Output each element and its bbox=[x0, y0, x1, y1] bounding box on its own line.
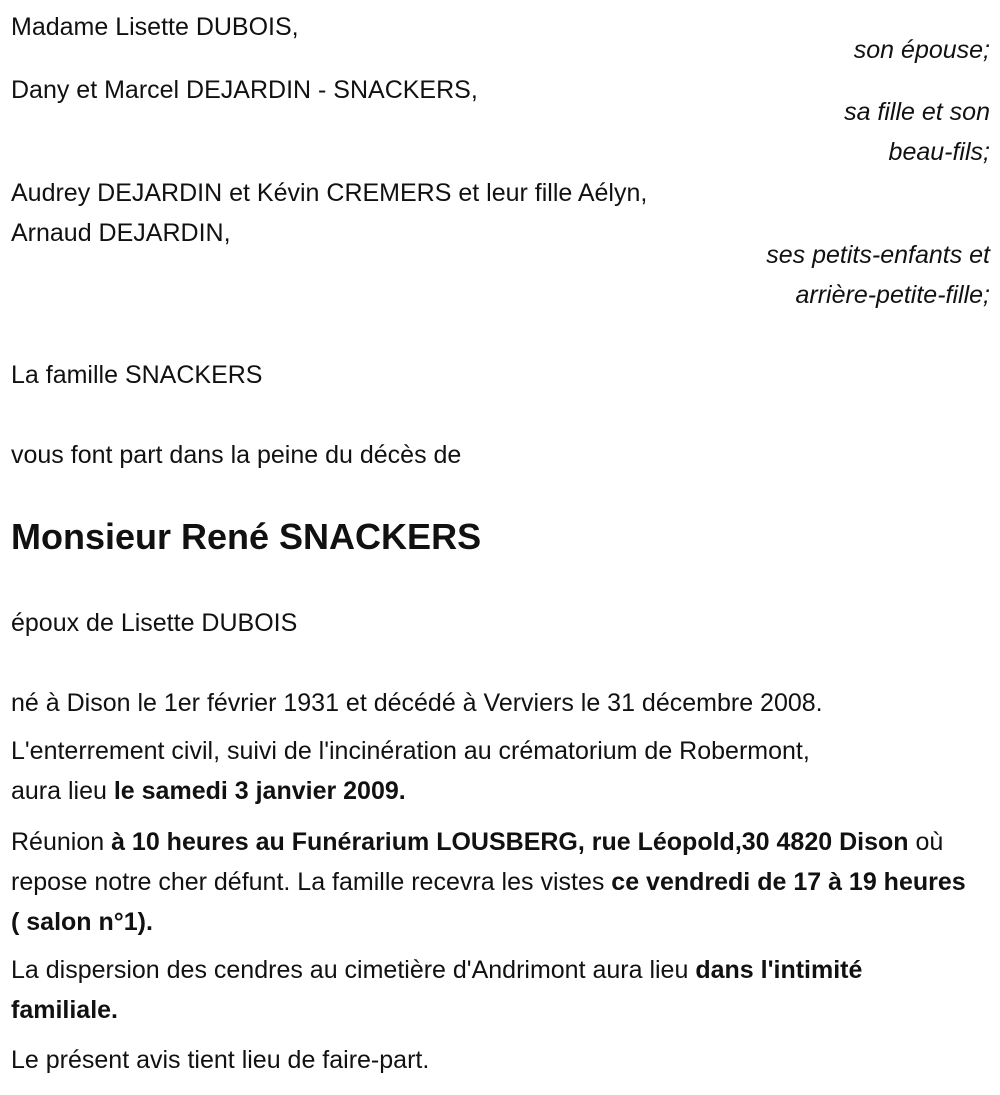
funeral-paragraph bbox=[11, 731, 851, 811]
family-name-spouse: Madame Lisette DUBOIS, bbox=[11, 13, 299, 41]
funeral-date: le samedi 3 janvier 2009. bbox=[113, 777, 406, 805]
visiting-hours: ce vendredi de 17 à 19 heures ( salon n°1). bbox=[11, 868, 966, 936]
ashes-privacy: dans l'intimité familiale. bbox=[11, 956, 863, 1024]
role-spouse: son épouse; bbox=[853, 36, 990, 64]
family-name-grandchildren-2: Arnaud DEJARDIN, bbox=[11, 219, 231, 247]
family-name-snackers: La famille SNACKERS bbox=[11, 361, 263, 389]
funeral-text: L'enterrement civil, suivi de l'incinération au crématorium de Robermont, aura lieu bbox=[11, 737, 810, 805]
family-name-grandchildren-1: Audrey DEJARDIN et Kévin CREMERS et leur fille Aélyn, bbox=[11, 179, 648, 207]
role-grandchildren: ses petits-enfants et arrière-petite-fille; bbox=[766, 241, 990, 309]
family-name-daughter: Dany et Marcel DEJARDIN - SNACKERS, bbox=[11, 76, 478, 104]
birth-death-line: né à Dison le 1er février 1931 et décédé à Verviers le 31 décembre 2008. bbox=[11, 689, 823, 717]
meeting-paragraph bbox=[11, 822, 971, 942]
role-daughter: sa fille et son beau-fils; bbox=[844, 98, 990, 166]
meeting-location: à 10 heures au Funérarium LOUSBERG, rue Léopold,30 4820 Dison bbox=[111, 828, 909, 856]
ashes-text: La dispersion des cendres au cimetière d'Andrimont aura lieu bbox=[11, 956, 696, 984]
meeting-text-1: Réunion bbox=[11, 828, 112, 856]
announcement: vous font part dans la peine du décès de bbox=[11, 441, 462, 469]
spouse-line: époux de Lisette DUBOIS bbox=[11, 609, 298, 637]
ashes-paragraph bbox=[11, 950, 941, 1030]
closing-line: Le présent avis tient lieu de faire-part. bbox=[11, 1046, 430, 1074]
deceased-name: Monsieur René SNACKERS bbox=[11, 516, 482, 557]
meeting-text-2: où repose notre cher défunt. La famille recevra les vistes bbox=[11, 828, 944, 896]
